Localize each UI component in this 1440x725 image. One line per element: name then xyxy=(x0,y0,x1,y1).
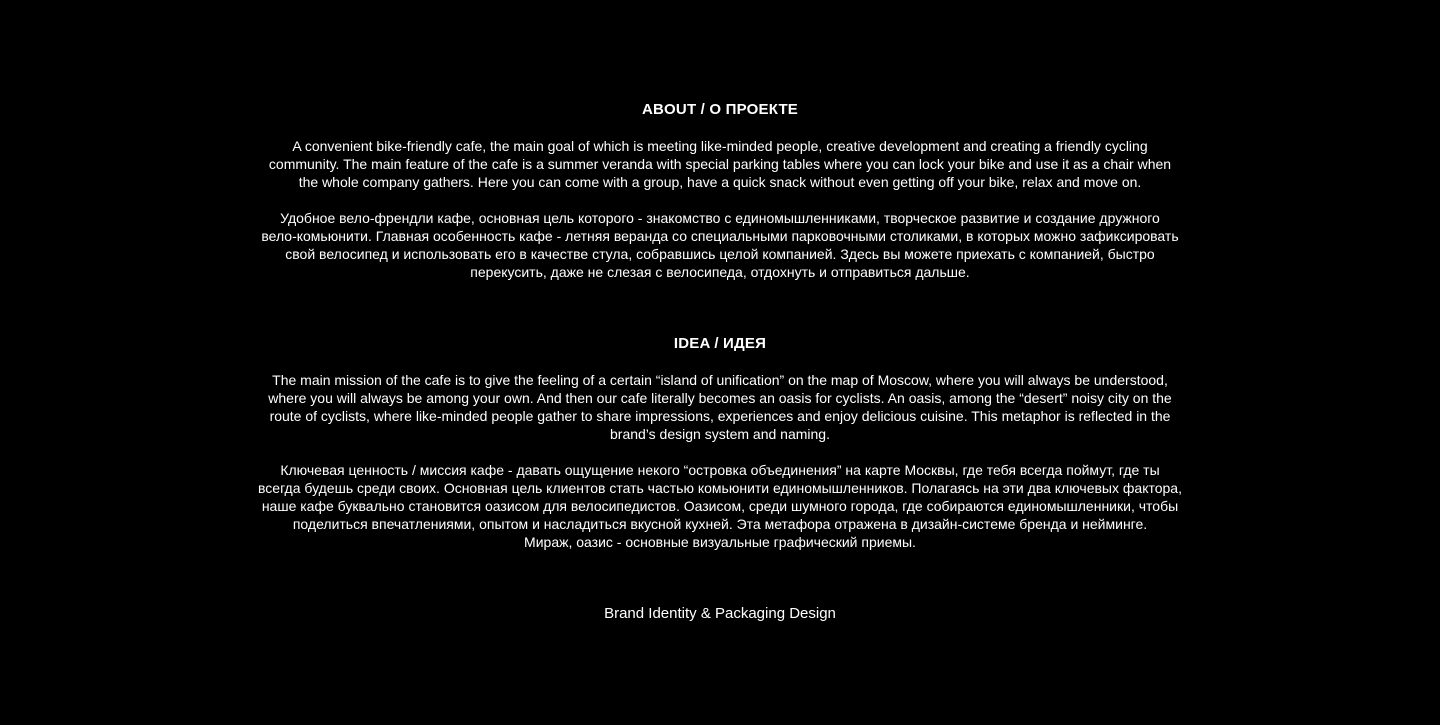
idea-text-ru: Ключевая ценность / миссия кафе - давать ощущение некого “островка объединения” на карте Москвы, где тебя всегда поймут, где ты всегда будешь среди своих. Основная цель клиентов стать частью комьюнити единомышленников. Полагаясь на эти два ключевых фактора, наше кафе буквально становится оазисом для велосипедистов. Оазисом, среди шумного города, где собираются единомышленники, чтобы поделиться впечатлениями, опытом и насладиться вкусной кухней. Эта метафора отражена в дизайн-системе бренда и нейминге. Мираж, оазис - основные визуальные графический приемы. xyxy=(258,462,1182,550)
idea-section xyxy=(230,335,1210,551)
about-text-ru: Удобное вело-френдли кафе, основная цель которого - знакомство с единомышленниками, творческое развитие и создание дружного вело-комьюнити. Главная особенность кафе - летняя веранда со специальными парковочными столиками, в которых можно зафиксировать свой велосипед и использовать его в качестве стула, собравшись целой компанией. Здесь вы можете приехать с компанией, быстро перекусить, даже не слезая с велосипеда, отдохнуть и отправиться дальше. xyxy=(261,210,1179,280)
footer-label: Brand Identity & Packaging Design xyxy=(604,605,836,622)
about-section xyxy=(230,101,1210,281)
about-text-en: A convenient bike-friendly cafe, the main goal of which is meeting like-minded people, creative development and creating a friendly cycling community. The main feature of the cafe is a summer veranda with special parking tables where you can lock your bike and use it as a chair when the whole company gathers. Here you can come with a group, have a quick snack without even getting off your bike, relax and move on. xyxy=(268,138,1172,190)
about-title: ABOUT / О ПРОЕКТЕ xyxy=(641,101,799,118)
idea-title: IDEA / ИДЕЯ xyxy=(673,335,767,352)
idea-text-en: The main mission of the cafe is to give the feeling of a certain “island of unification” on the map of Moscow, where you will always be understood, where you will always be among your own. And then our cafe literally becomes an oasis for cyclists. An oasis, among the “desert” noisy city on the route of cyclists, where like-minded people gather to share impressions, experiences and enjoy delicious cuisine. This metaphor is reflected in the brand’s design system and naming. xyxy=(268,372,1172,442)
